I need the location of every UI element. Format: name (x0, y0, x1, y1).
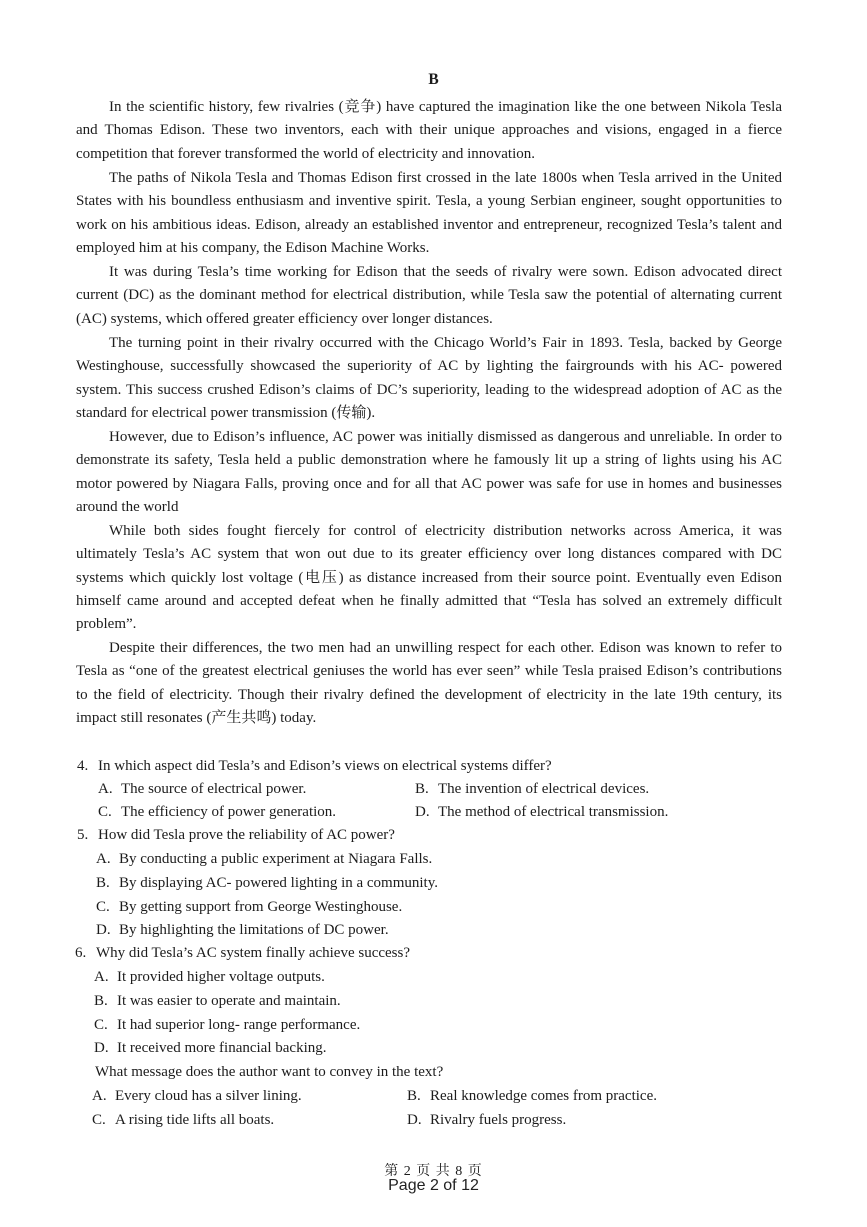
q5-option-a[interactable] (96, 849, 432, 869)
option-letter: B. (407, 1088, 421, 1104)
question-number: 4. (77, 758, 89, 774)
question-4 (77, 756, 552, 776)
option-letter: A. (92, 1088, 107, 1104)
q4-option-a[interactable] (98, 779, 306, 799)
q5-option-b[interactable] (96, 873, 438, 893)
q6-option-b[interactable] (94, 991, 341, 1011)
option-text: It had superior long- range performance. (117, 1017, 361, 1033)
option-letter: B. (94, 993, 108, 1009)
option-text: The efficiency of power generation. (121, 804, 337, 820)
option-letter: B. (96, 875, 110, 891)
q7-option-a[interactable] (92, 1086, 302, 1106)
option-letter: D. (407, 1112, 422, 1128)
q7-option-c[interactable] (92, 1110, 274, 1130)
q5-option-d[interactable] (96, 920, 389, 940)
q4-option-c[interactable] (98, 802, 336, 822)
option-letter: A. (94, 969, 109, 985)
section-label: B (428, 71, 439, 88)
option-text: It received more financial backing. (117, 1040, 327, 1056)
question-text: How did Tesla prove the reliability of AC power? (98, 827, 395, 843)
option-text: The method of electrical transmission. (438, 804, 669, 820)
option-text: Every cloud has a silver lining. (115, 1088, 302, 1104)
option-text: The source of electrical power. (121, 781, 307, 797)
option-letter: A. (98, 781, 113, 797)
option-text: A rising tide lifts all boats. (115, 1112, 275, 1128)
q4-option-d[interactable] (415, 802, 668, 822)
passage-paragraph-2: The paths of Nikola Tesla and Thomas Edison first crossed in the late 1800s when Tesla arrived in the United States with his boundless enthusiasm and inventive spirit. Tesla, a young Serbian engineer, sought opportunities to work on his ambitious ideas. Edison, already an established inventor and entrepreneur, recognized Tesla’s talent and employed him at his company, the Edison Machine Works. (76, 170, 782, 256)
q5-option-c[interactable] (96, 897, 402, 917)
question-number: 5. (77, 827, 89, 843)
option-letter: C. (98, 804, 112, 820)
q4-option-b[interactable] (415, 779, 649, 799)
q6-option-d[interactable] (94, 1038, 326, 1058)
option-text: Rivalry fuels progress. (430, 1112, 567, 1128)
option-letter: C. (92, 1112, 106, 1128)
question-number: 6. (75, 945, 87, 961)
option-text: It provided higher voltage outputs. (117, 969, 325, 985)
passage-paragraph-1: In the scientific history, few rivalries (竞争) have captured the imagination like the one between Nikola Tesla and Thomas Edison. These two inventors, each with their unique approaches and visions, engaged in a fierce competition that forever transformed the world of electricity and innovation. (76, 99, 782, 162)
option-text: It was easier to operate and maintain. (117, 993, 341, 1009)
page-number-chinese: 第 2 页 共 8 页 (384, 1164, 483, 1179)
option-text: The invention of electrical devices. (438, 781, 650, 797)
question-text: What message does the author want to convey in the text? (95, 1064, 444, 1080)
question-7 (95, 1062, 443, 1082)
option-text: Real knowledge comes from practice. (430, 1088, 657, 1104)
question-text: In which aspect did Tesla’s and Edison’s views on electrical systems differ? (98, 758, 552, 774)
passage-paragraph-5: However, due to Edison’s influence, AC power was initially dismissed as dangerous and unreliable. In order to demonstrate its safety, Tesla held a public demonstration where he famously lit up a string of lights using his AC motor powered by Niagara Falls, proving once and for all that AC power was safe for use in homes and businesses around the world (76, 429, 782, 515)
q7-option-b[interactable] (407, 1086, 657, 1106)
q7-option-d[interactable] (407, 1110, 566, 1130)
q6-option-a[interactable] (94, 967, 325, 987)
option-letter: D. (96, 922, 111, 938)
page-number: Page 2 of 12 (388, 1177, 479, 1194)
passage-paragraph-4: The turning point in their rivalry occurred with the Chicago World’s Fair in 1893. Tesla, backed by George Westinghouse, successfully showcased the superiority of AC by lighting the fairgrounds with his AC- powered system. This success crushed Edison’s claims of DC’s superiority, leading to the widespread adoption of AC as the standard for electrical power transmission (传输). (76, 335, 782, 421)
option-letter: A. (96, 851, 111, 867)
option-letter: C. (96, 899, 110, 915)
option-letter: D. (94, 1040, 109, 1056)
passage-paragraph-6: While both sides fought fiercely for control of electricity distribution networks across America, it was ultimately Tesla’s AC system that won out due to its greater efficiency over long distances compared with DC systems which quickly lost voltage (电压) as distance increased from their source point. Eventually even Edison himself came around and accepted defeat when he finally admitted that “Tesla has solved an extremely difficult problem”. (76, 523, 782, 633)
passage-paragraph-3: It was during Tesla’s time working for Edison that the seeds of rivalry were sown. Edison advocated direct current (DC) as the dominant method for electrical distribution, while Tesla saw the potential of alternating current (AC) systems, which offered greater efficiency over longer distances. (76, 264, 782, 327)
option-text: By conducting a public experiment at Niagara Falls. (119, 851, 433, 867)
passage-paragraph-7: Despite their differences, the two men had an unwilling respect for each other. Edison was known to refer to Tesla as “one of the greatest electrical geniuses the world has ever seen” while Tesla praised Edison’s contributions to the field of electricity. Though their rivalry defined the development of electricity in the late 19th century, its impact still resonates (产生共鸣) today. (76, 640, 782, 726)
option-letter: B. (415, 781, 429, 797)
question-5 (77, 825, 395, 845)
question-6 (75, 943, 410, 963)
q6-option-c[interactable] (94, 1015, 360, 1035)
option-letter: D. (415, 804, 430, 820)
option-text: By displaying AC- powered lighting in a community. (119, 875, 438, 891)
option-letter: C. (94, 1017, 108, 1033)
option-text: By highlighting the limitations of DC power. (119, 922, 389, 938)
option-text: By getting support from George Westinghouse. (119, 899, 403, 915)
question-text: Why did Tesla’s AC system finally achieve success? (96, 945, 411, 961)
